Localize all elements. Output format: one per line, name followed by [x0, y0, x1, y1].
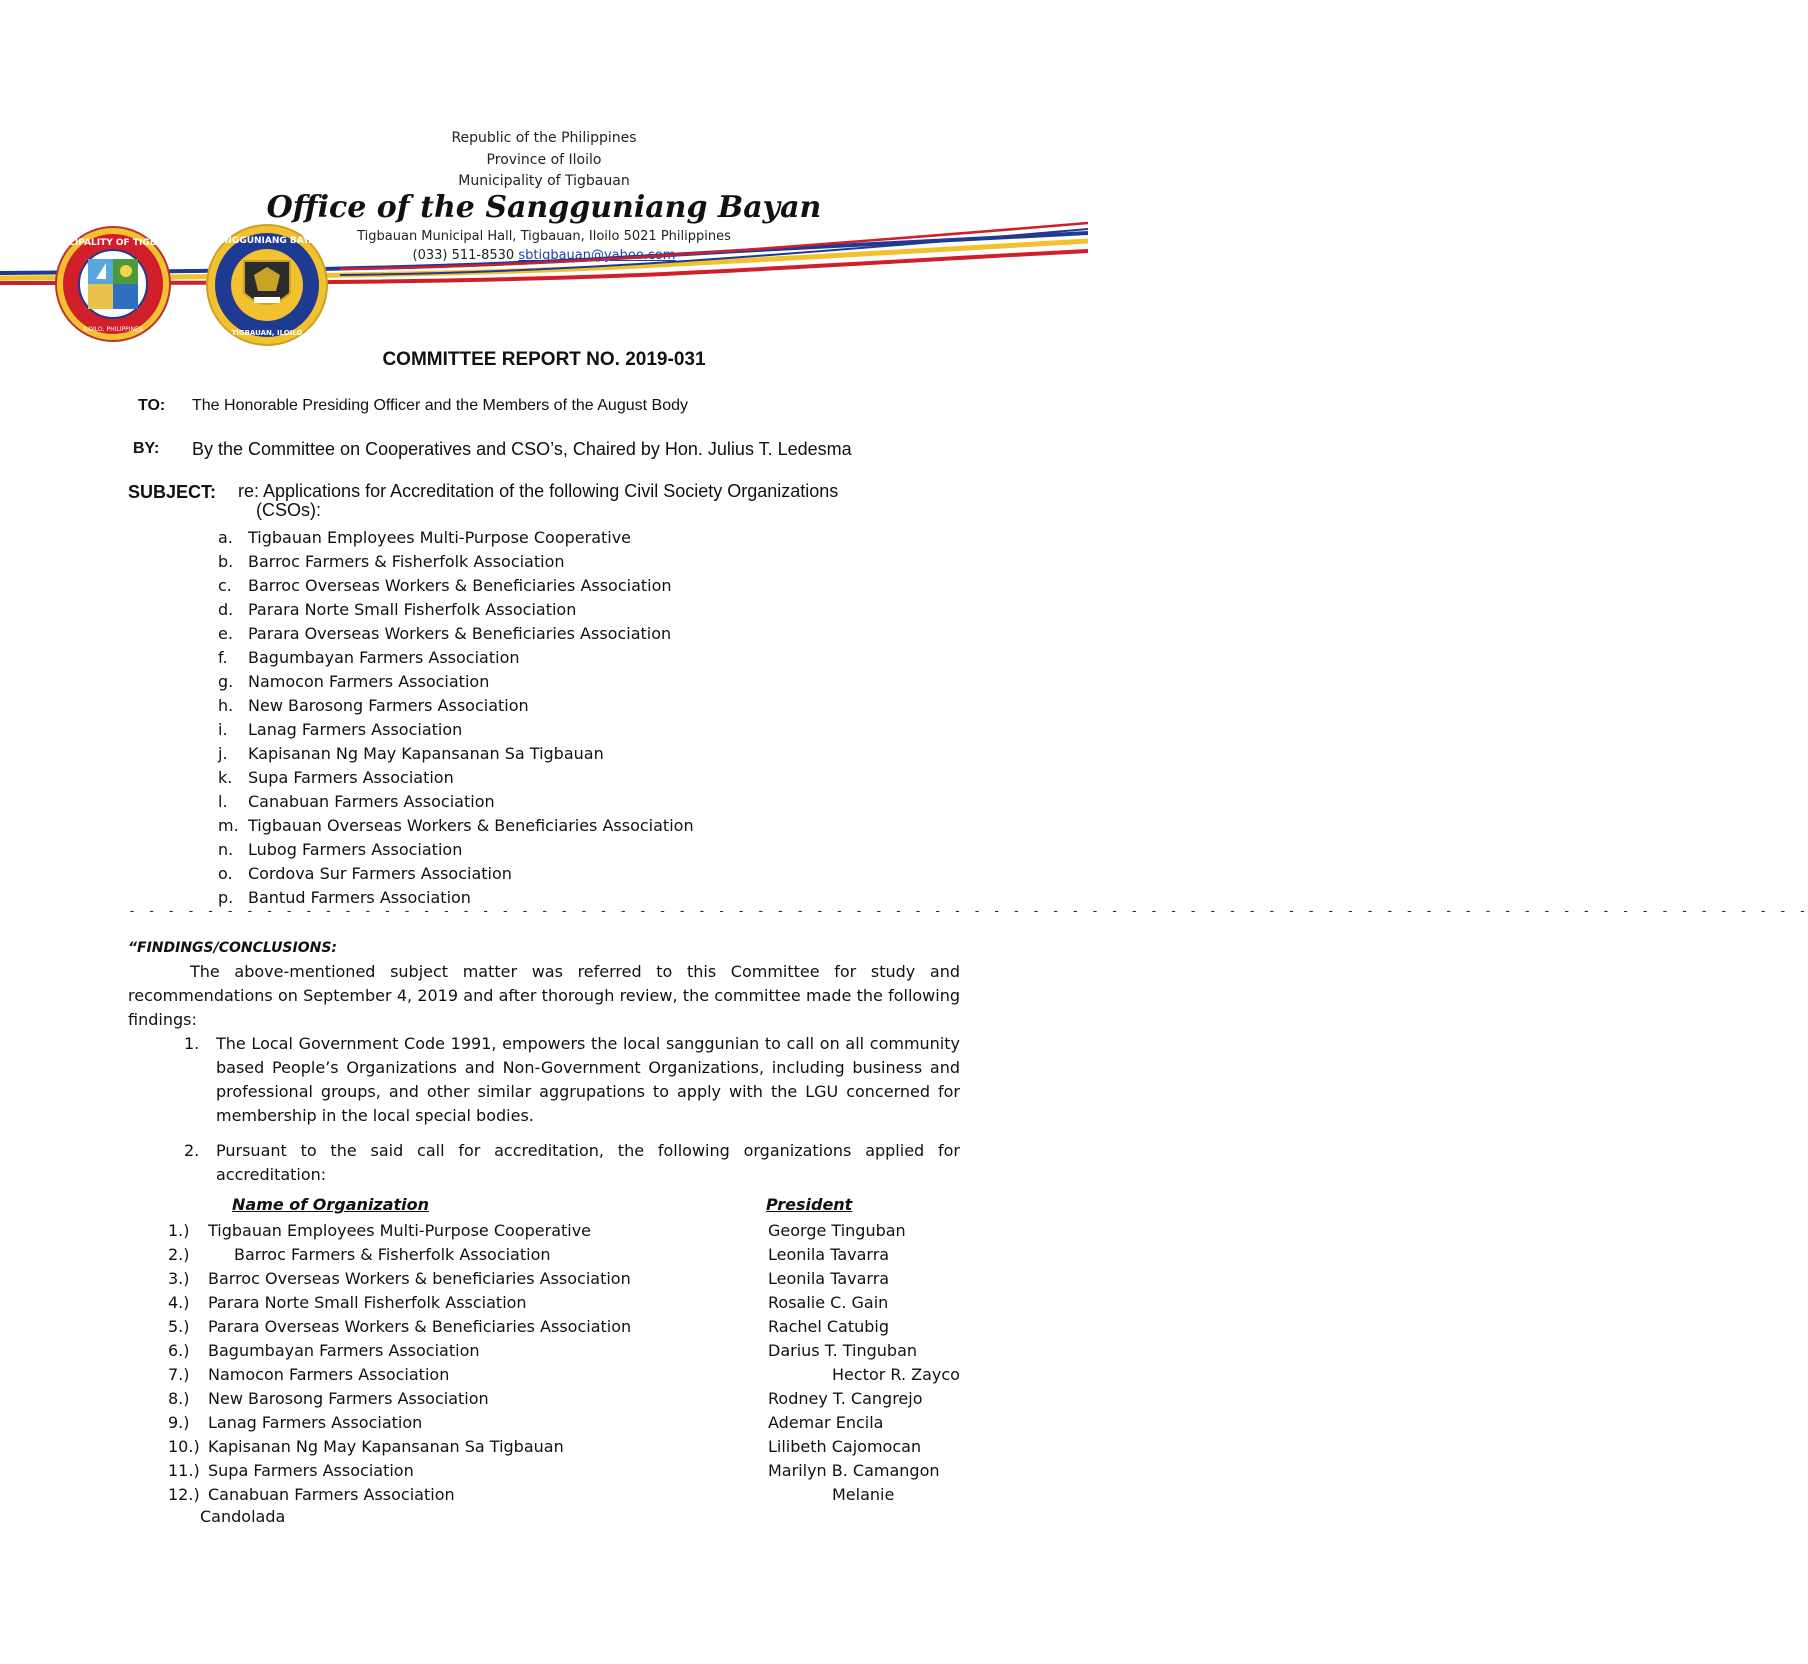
- subject-line-1: re: Applications for Accreditation of the following Civil Society Organizations: [238, 481, 839, 501]
- table-row: 4.) Parara Norte Small Fisherfolk Assciation Rosalie C. Gain: [168, 1293, 889, 1312]
- list-item: m. Tigbauan Overseas Workers & Beneficiaries Association: [218, 816, 694, 835]
- table-row: 12.) Canabuan Farmers Association Melanie: [168, 1485, 895, 1504]
- dashed-separator: - - - - - - - - - - - - - - - - - - - - - - - - - - - - - - - - - - - - - - - - - - - - - - - - - - - - - - - - - - - - - - - - - - - - - - - - - - - - - - - - - - - - - -: [128, 904, 1808, 919]
- findings-heading: “FINDINGS/CONCLUSIONS:: [128, 940, 338, 956]
- table-row: 11.) Supa Farmers Association Marilyn B. Camangon: [168, 1461, 940, 1480]
- table-row: 9.) Lanag Farmers Association Ademar Encila: [168, 1413, 884, 1432]
- phone-number: (033) 511-8530: [412, 248, 515, 263]
- finding-2-number: 2.: [184, 1141, 200, 1160]
- municipality-line: Municipality of Tigbauan: [458, 173, 630, 189]
- table-row: 8.) New Barosong Farmers Association Rodney T. Cangrejo: [168, 1389, 923, 1408]
- list-item: c. Barroc Overseas Workers & Beneficiaries Association: [218, 576, 672, 595]
- list-item: h. New Barosong Farmers Association: [218, 696, 529, 715]
- by-label: BY:: [133, 440, 160, 457]
- table-row: 3.) Barroc Overseas Workers & beneficiaries Association Leonila Tavarra: [168, 1269, 890, 1288]
- list-item: k. Supa Farmers Association: [218, 768, 454, 787]
- to-text: The Honorable Presiding Officer and the Members of the August Body: [192, 397, 688, 414]
- finding-1-text: The Local Government Code 1991, empowers the local sanggunian to call on all community based People’s Organizations and Non-Government Organizations, including business and professional groups, and other similar aggrupations to apply with the LGU concerned for membership in the local special bodies.: [216, 1034, 960, 1125]
- list-item: g. Namocon Farmers Association: [218, 672, 490, 691]
- president-name-continuation: Candolada: [200, 1507, 286, 1526]
- table-row: 2.) Barroc Farmers & Fisherfolk Association Leonila Tavarra: [168, 1245, 890, 1264]
- list-item: f. Bagumbayan Farmers Association: [218, 648, 520, 667]
- office-title: Office of the Sangguniang Bayan: [266, 190, 822, 225]
- finding-1-number: 1.: [184, 1034, 200, 1053]
- list-item: p. Bantud Farmers Association: [218, 888, 471, 907]
- seal-left-subtext: ILOILO, PHILIPPINES: [83, 326, 143, 333]
- by-text: By the Committee on Cooperatives and CSO’s, Chaired by Hon. Julius T. Ledesma: [192, 439, 852, 459]
- seal-right-text: SANGGUNIANG BAYAN: [210, 236, 324, 246]
- province-line: Province of Iloilo: [486, 152, 602, 168]
- list-item: e. Parara Overseas Workers & Beneficiaries Association: [218, 624, 672, 643]
- list-item: b. Barroc Farmers & Fisherfolk Association: [218, 552, 565, 571]
- list-item: a. Tigbauan Employees Multi-Purpose Cooperative: [218, 528, 632, 547]
- list-item: o. Cordova Sur Farmers Association: [218, 864, 512, 883]
- subject-label: SUBJECT:: [128, 482, 217, 502]
- column-header-president: President: [766, 1195, 853, 1214]
- list-item: l. Canabuan Farmers Association: [218, 792, 495, 811]
- subject-org-list: [218, 526, 694, 910]
- subject-line-2: (CSOs):: [256, 500, 321, 520]
- list-item: j. Kapisanan Ng May Kapansanan Sa Tigbauan: [218, 744, 604, 763]
- column-header-organization: Name of Organization: [232, 1195, 430, 1214]
- finding-2-text: Pursuant to the said call for accreditation, the following organizations applied for accreditation:: [216, 1141, 960, 1184]
- list-item: i. Lanag Farmers Association: [218, 720, 463, 739]
- table-row: 1.) Tigbauan Employees Multi-Purpose Cooperative George Tinguban: [168, 1221, 906, 1240]
- list-item: n. Lubog Farmers Association: [218, 840, 463, 859]
- municipality-seal: [38, 225, 188, 343]
- seal-left-text: MUNICIPALITY OF TIGBAUAN: [41, 238, 185, 248]
- list-item: d. Parara Norte Small Fisherfolk Association: [218, 600, 577, 619]
- email-link[interactable]: sbtigbauan@yahoo.com: [518, 248, 676, 263]
- sangguniang-bayan-seal: [196, 223, 338, 347]
- organization-table: [164, 1219, 964, 1507]
- republic-line: Republic of the Philippines: [451, 130, 637, 146]
- office-address: Tigbauan Municipal Hall, Tigbauan, Iloilo 5021 Philippines: [357, 229, 731, 244]
- report-title: COMMITTEE REPORT NO. 2019-031: [382, 349, 706, 370]
- table-row: 10.) Kapisanan Ng May Kapansanan Sa Tigbauan Lilibeth Cajomocan: [168, 1437, 922, 1456]
- table-row: 7.) Namocon Farmers Association Hector R. Zayco: [168, 1365, 960, 1384]
- to-label: TO:: [138, 397, 166, 414]
- findings-intro: The above-mentioned subject matter was referred to this Committee for study and recommendations on September 4, 2019 and after thorough review, the committee made the following findings:: [128, 962, 960, 1029]
- table-row: 5.) Parara Overseas Workers & Beneficiaries Association Rachel Catubig: [168, 1317, 890, 1336]
- seal-right-subtext: TIGBAUAN, ILOILO: [231, 329, 303, 337]
- table-row: 6.) Bagumbayan Farmers Association Darius T. Tinguban: [168, 1341, 918, 1360]
